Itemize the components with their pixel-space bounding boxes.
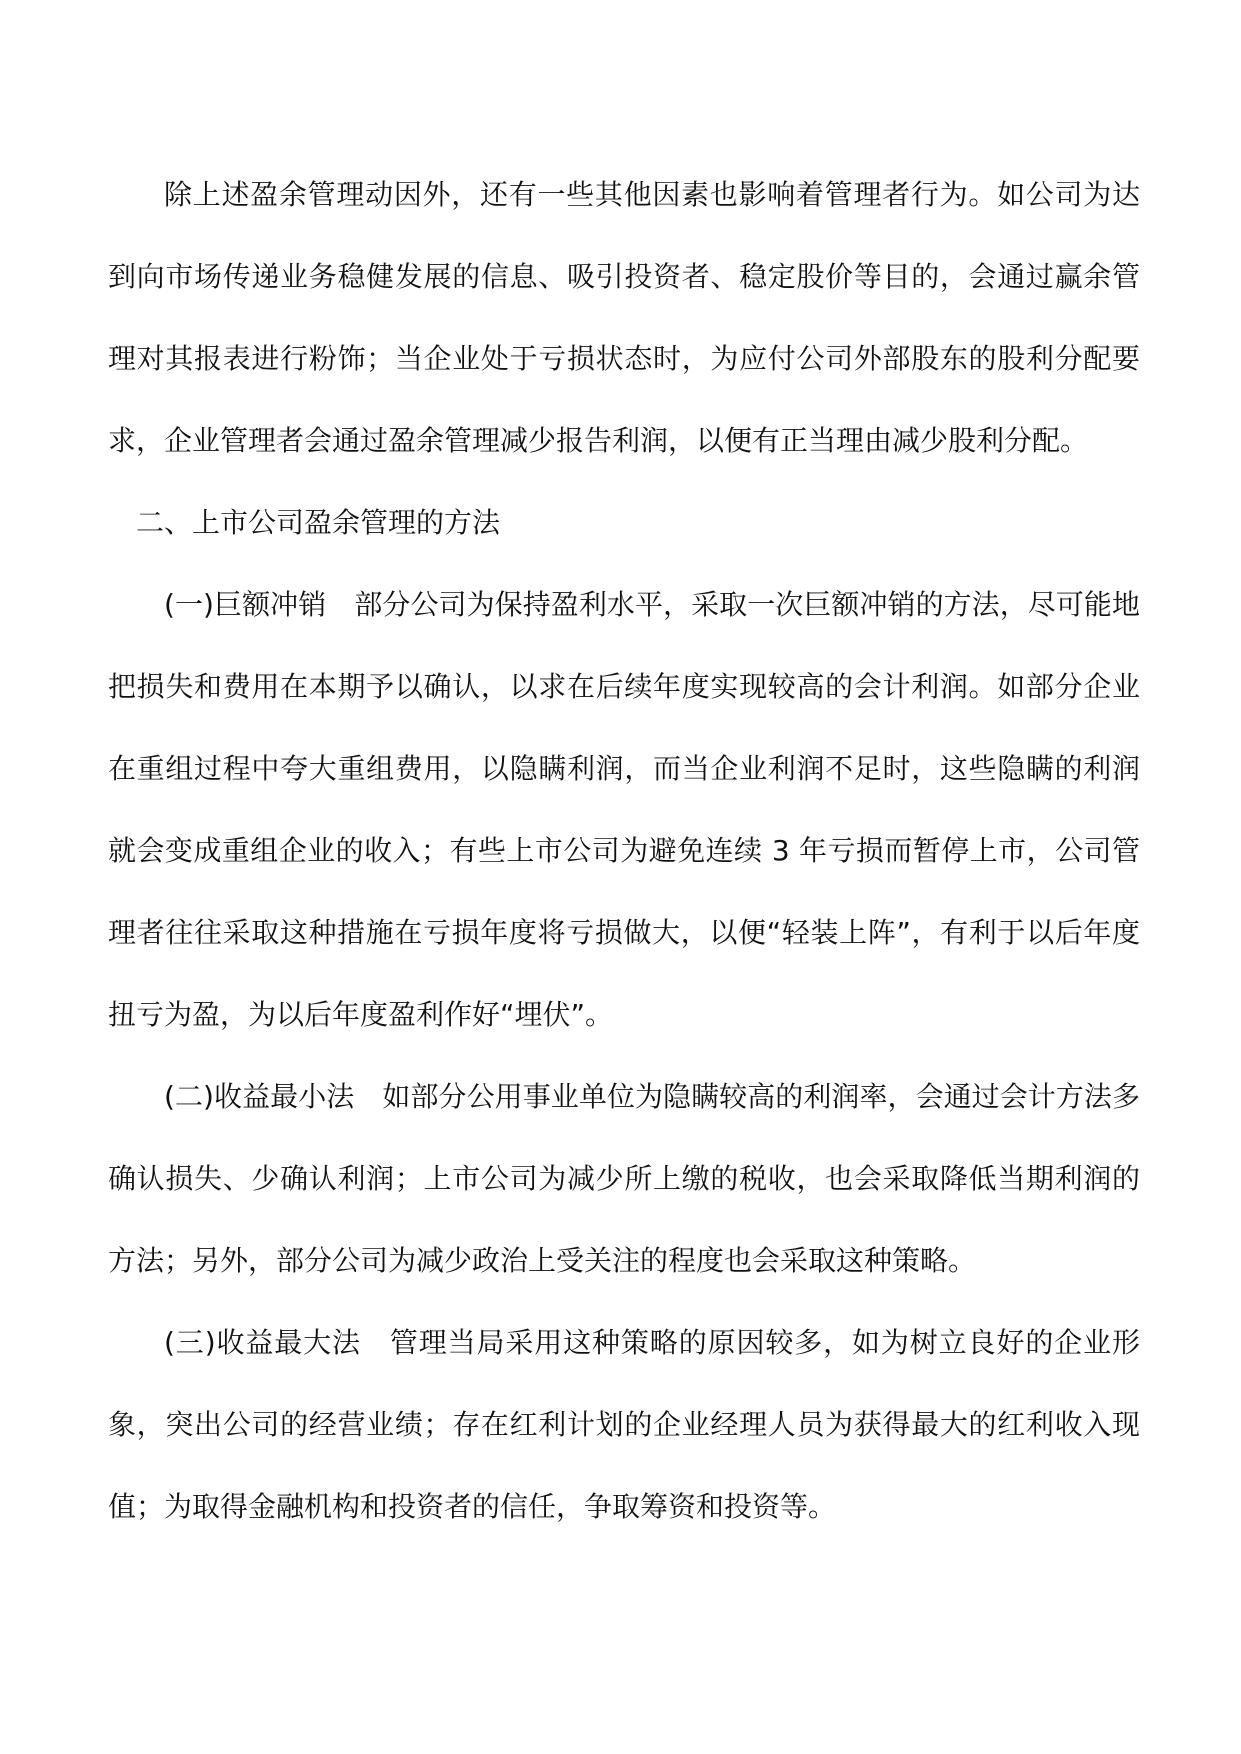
paragraph-motives: 除上述盈余管理动因外，还有一些其他因素也影响着管理者行为。如公司为达到向市场传递业务稳健发展的信息、吸引投资者、稳定股价等目的，会通过赢余管理对其报表进行粉饰；当企业处于亏损状态时，为应付公司外部股东的股利分配要求，企业管理者会通过盈余管理减少报告利润，以便有正当理由减少股利分配。	[108, 178, 1140, 457]
paragraph-method-2: (二)收益最小法 如部分公用事业单位为隐瞒较高的利润率，会通过会计方法多确认损失、少确认利润；上市公司为减少所上缴的税收，也会采取降低当期利润的方法；另外，部分公司为减少政治上受关注的程度也会采取这种策略。	[108, 1080, 1140, 1277]
document-body	[108, 154, 1140, 1548]
section-heading: 二、上市公司盈余管理的方法	[136, 506, 501, 539]
paragraph-method-1: (一)巨额冲销 部分公司为保持盈利水平，采取一次巨额冲销的方法，尽可能地把损失和费用在本期予以确认，以求在后续年度实现较高的会计利润。如部分企业在重组过程中夸大重组费用，以隐瞒利润，而当企业利润不足时，这些隐瞒的利润就会变成重组企业的收入；有些上市公司为避免连续 3 年亏损而暂停上市，公司管理者往往采取这种措施在亏损年度将亏损做大，以便“轻装上阵”，有利于以后年度扭亏为盈，为以后年度盈利作好“埋伏”。	[108, 588, 1140, 1031]
paragraph-method-3: (三)收益最大法 管理当局采用这种策略的原因较多，如为树立良好的企业形象，突出公司的经营业绩；存在红利计划的企业经理人员为获得最大的红利收入现值；为取得金融机构和投资者的信任，争取筹资和投资等。	[108, 1326, 1140, 1523]
